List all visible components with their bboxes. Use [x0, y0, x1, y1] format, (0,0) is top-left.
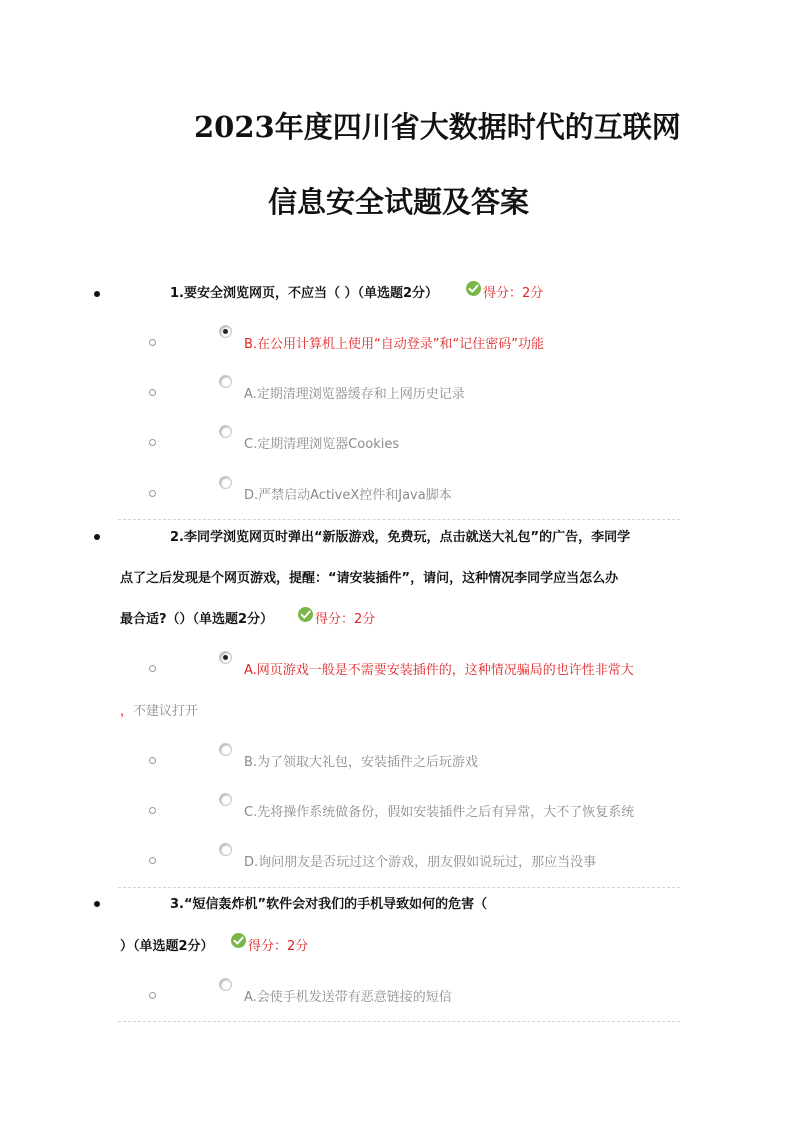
question-3-text-line-1: 3.“短信轰炸机”软件会对我们的手机导致如何的危害（: [170, 897, 488, 912]
question-2-text-line-3: 最合适?（）（单选题2分）: [120, 612, 274, 627]
question-bullet: [94, 901, 100, 907]
question-divider: [118, 519, 680, 520]
question-2-text-line-2: 点了之后发现是个网页游戏，提醒：“请安装插件”，请问，这种情况李同学应当怎么办: [120, 571, 619, 586]
option-radio[interactable]: [219, 425, 232, 438]
option-radio[interactable]: [219, 743, 232, 756]
question-1-option-b[interactable]: B.在公用计算机上使用“自动登录”和“记住密码”功能: [244, 337, 544, 352]
option-bullet: [149, 490, 156, 497]
option-radio[interactable]: [219, 651, 232, 664]
question-divider: [118, 1021, 680, 1022]
page-title-line-1: 2023年度四川省大数据时代的互联网: [194, 110, 681, 144]
option-bullet: [149, 757, 156, 764]
question-divider: [118, 887, 680, 888]
option-bullet: [149, 992, 156, 999]
continuation-text: 不建议打开: [133, 704, 199, 719]
check-icon: [298, 607, 313, 622]
option-bullet: [149, 665, 156, 672]
question-3-score: 得分：2分: [248, 939, 309, 954]
option-bullet: [149, 439, 156, 446]
question-1-text: 1.要安全浏览网页，不应当（ ）（单选题2分）: [170, 286, 439, 301]
question-2-option-a[interactable]: A.网页游戏一般是不需要安装插件的，这种情况骗局的也许性非常大: [244, 663, 634, 678]
option-radio[interactable]: [219, 978, 232, 991]
option-radio[interactable]: [219, 375, 232, 388]
question-3-text-line-2: ）（单选题2分）: [120, 939, 214, 954]
question-2-text-line-1: 2.李同学浏览网页时弹出“新版游戏，免费玩，点击就送大礼包”的广告，李同学: [170, 530, 631, 545]
option-radio[interactable]: [219, 793, 232, 806]
question-3-option-a[interactable]: A.会使手机发送带有恶意链接的短信: [244, 990, 452, 1005]
page-title-line-2: 信息安全试题及答案: [268, 185, 530, 219]
option-radio[interactable]: [219, 843, 232, 856]
continuation-comma: ，: [120, 704, 134, 719]
option-radio[interactable]: [219, 325, 232, 338]
question-1-option-c[interactable]: C.定期清理浏览器Cookies: [244, 437, 400, 452]
question-1-option-a[interactable]: A.定期清理浏览器缓存和上网历史记录: [244, 387, 465, 402]
question-1-score: 得分：2分: [483, 286, 544, 301]
option-bullet: [149, 857, 156, 864]
question-2-option-c[interactable]: C.先将操作系统做备份，假如安装插件之后有异常，大不了恢复系统: [244, 805, 635, 820]
question-2-option-d[interactable]: D.询问朋友是否玩过这个游戏，朋友假如说玩过，那应当没事: [244, 855, 597, 870]
option-bullet: [149, 807, 156, 814]
option-radio[interactable]: [219, 476, 232, 489]
question-2-option-a-continuation: [120, 700, 198, 719]
check-icon: [466, 281, 481, 296]
option-bullet: [149, 339, 156, 346]
question-bullet: [94, 534, 100, 540]
option-bullet: [149, 389, 156, 396]
question-1-option-d[interactable]: D.严禁启动ActiveX控件和Java脚本: [244, 488, 452, 503]
check-icon: [231, 933, 246, 948]
question-2-option-b[interactable]: B.为了领取大礼包，安装插件之后玩游戏: [244, 755, 479, 770]
question-2-score: 得分：2分: [315, 612, 376, 627]
question-bullet: [94, 291, 100, 297]
